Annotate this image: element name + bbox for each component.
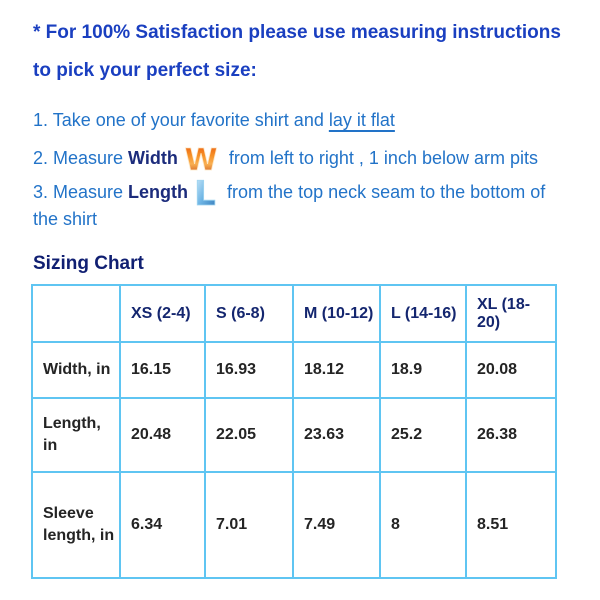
length-m-value: 23.63 xyxy=(293,398,380,472)
table-header-row xyxy=(32,285,556,342)
length-s-value: 22.05 xyxy=(205,398,293,472)
svg-text:W: W xyxy=(184,143,218,179)
width-l-value: 18.9 xyxy=(380,342,466,398)
measuring-step-3 xyxy=(33,174,562,233)
table-row-width xyxy=(32,342,556,398)
corner-header-cell xyxy=(32,285,120,342)
sleeve-s-value: 7.01 xyxy=(205,472,293,578)
step-2-text: 2. Measure xyxy=(33,148,129,168)
lay-it-flat-emphasis: lay it flat xyxy=(328,110,395,130)
step-1-text: 1. Take one of your favorite shirt and xyxy=(33,110,329,130)
sleeve-l-value: 8 xyxy=(380,472,466,578)
satisfaction-heading: * For 100% Satisfaction please use measuring instructions to pick your perfect size: xyxy=(33,22,561,81)
width-m-value: 18.12 xyxy=(293,342,380,398)
row-label: Width, in xyxy=(32,342,120,398)
sleeve-m-value: 7.49 xyxy=(293,472,380,578)
measuring-step-2 xyxy=(33,143,562,179)
size-header-xl: XL (18-20) xyxy=(466,285,556,342)
width-xs-value: 16.15 xyxy=(120,342,205,398)
size-header-s: S (6-8) xyxy=(205,285,293,342)
step-3-text: 3. Measure xyxy=(33,182,129,202)
svg-text:L: L xyxy=(194,174,216,214)
size-header-xs: XS (2-4) xyxy=(120,285,205,342)
table-row-length xyxy=(32,398,556,472)
sleeve-xs-value: 6.34 xyxy=(120,472,205,578)
letter-l-icon xyxy=(192,171,218,213)
sleeve-xl-value: 8.51 xyxy=(466,472,556,578)
width-xl-value: 20.08 xyxy=(466,342,556,398)
length-xl-value: 26.38 xyxy=(466,398,556,472)
row-label: Length, in xyxy=(32,398,120,472)
sizing-chart-heading: Sizing Chart xyxy=(33,253,144,274)
sizing-chart-table xyxy=(31,284,557,579)
measuring-step-1 xyxy=(33,107,562,134)
length-keyword: Length xyxy=(128,182,189,202)
size-header-l: L (14-16) xyxy=(380,285,466,342)
step-3-text-tail: from the top neck seam to the bottom of the shirt xyxy=(33,182,546,229)
size-header-m: M (10-12) xyxy=(293,285,380,342)
step-2-text-tail: from left to right , 1 inch below arm pits xyxy=(223,148,538,168)
row-label: Sleeve length, in xyxy=(32,472,120,578)
width-s-value: 16.93 xyxy=(205,342,293,398)
width-keyword: Width xyxy=(128,148,178,168)
length-l-value: 25.2 xyxy=(380,398,466,472)
table-row-sleeve-length xyxy=(32,472,556,578)
length-xs-value: 20.48 xyxy=(120,398,205,472)
